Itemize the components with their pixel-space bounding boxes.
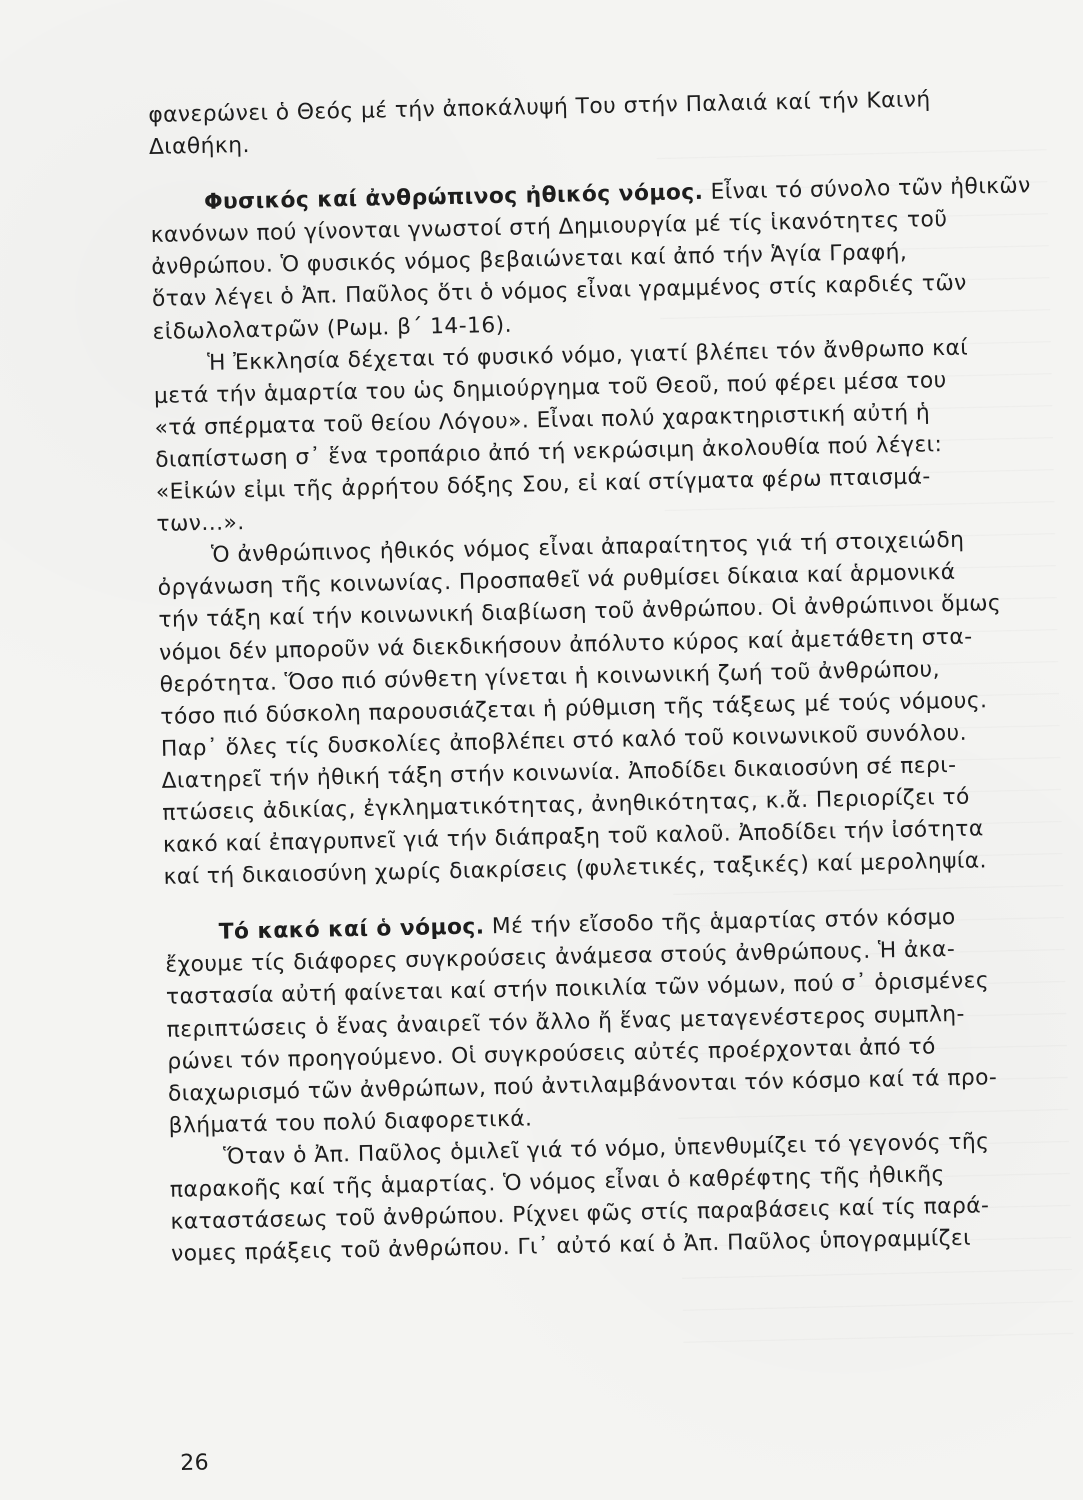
text-line: Ἡ Ἐκκλησία δέχεται τό φυσικό νόμο, γιατί βλέπει τόν ἄνθρωπο καί bbox=[207, 335, 969, 376]
heading-continuation: Μέ τήν εἴσοδο τῆς ἁμαρτίας στόν κόσμο bbox=[484, 905, 956, 940]
section-heading: Φυσικός καί ἀνθρώπινος ἠθικός νόμος. bbox=[203, 180, 704, 216]
text-line: «Εἰκών εἰμι τῆς ἀρρήτου δόξης Σου, εἰ καί στίγματα φέρω πταισμά- bbox=[155, 464, 931, 505]
page-number: 26 bbox=[179, 1450, 210, 1476]
text-line: τήν τάξη καί τήν κοινωνική διαβίωση τοῦ ἀνθρώπου. Οἱ ἀνθρώπινοι ὅμως bbox=[158, 591, 1002, 634]
text-line: θερότητα. Ὅσο πιό σύνθετη γίνεται ἡ κοινωνική ζωή τοῦ ἀνθρώπου, bbox=[159, 656, 941, 698]
text-line: Ὅταν ὁ Ἀπ. Παῦλος ὁμιλεῖ γιά τό νόμο, ὑπενθυμίζει τό γεγονός τῆς bbox=[222, 1129, 990, 1170]
text-line: τόσο πιό δύσκολη παρουσιάζεται ἡ ρύθμιση τῆς τάξεως μέ τούς νόμους. bbox=[160, 687, 988, 730]
heading-continuation: Εἶναι τό σύνολο τῶν ἠθικῶν bbox=[703, 173, 1031, 206]
text-line: νόμοι δέν μποροῦν νά διεκδικήσουν ἀπόλυτο κύρος καί ἀμετάθετη στα- bbox=[158, 624, 973, 666]
text-line: μετά τήν ἁμαρτία του ὡς δημιούργημα τοῦ Θεοῦ, πού φέρει μέσα του bbox=[153, 367, 947, 409]
text-line: ὅταν λέγει ὁ Ἀπ. Παῦλος ὅτι ὁ νόμος εἶναι γραμμένος στίς καρδιές τῶν bbox=[151, 271, 968, 313]
text-line: «τά σπέρματα τοῦ θείου Λόγου». Εἶναι πολύ χαρακτηριστική αὐτή ἡ bbox=[154, 400, 931, 441]
text-line: Ὁ ἀνθρώπινος ἠθικός νόμος εἶναι ἀπαραίτητος γιά τή στοιχειώδη bbox=[210, 527, 965, 569]
text-line: ἔχουμε τίς διάφορες συγκρούσεις ἀνάμεσα στούς ἀνθρώπους. Ἡ ἀκα- bbox=[165, 937, 956, 979]
text-line: παρακοῆς καί τῆς ἁμαρτίας. Ὁ νόμος εἶναι ὁ καθρέφτης τῆς ἠθικῆς bbox=[169, 1162, 945, 1203]
text-line: Διαθήκη. bbox=[148, 133, 251, 161]
text-line: Διατηρεῖ τήν ἠθική τάξη στήν κοινωνία. Ἀποδίδει δικαιοσύνη σέ περι- bbox=[161, 752, 957, 794]
text-line: διαχωρισμό τῶν ἀνθρώπων, πού ἀντιλαμβάνονται τόν κόσμο καί τά προ- bbox=[167, 1064, 998, 1107]
text-line: ρώνει τόν προηγούμενο. Οἱ συγκρούσεις αὐτές προέρχονται ἀπό τό bbox=[167, 1034, 937, 1075]
text-line: ἀνθρώπου. Ὁ φυσικός νόμος βεβαιώνεται καί ἀπό τήν Ἁγία Γραφή, bbox=[151, 240, 908, 281]
text-line: εἰδωλολατρῶν (Ρωμ. β΄ 14-16). bbox=[152, 312, 513, 345]
text-line: περιπτώσεις ὁ ἕνας ἀναιρεῖ τόν ἄλλο ἤ ἕνας μεταγενέστερος συμπλη- bbox=[166, 1001, 966, 1043]
text-line: ταστασία αὐτή φαίνεται καί στήν ποικιλία τῶν νόμων, πού σ᾿ ὁρισμένες bbox=[165, 968, 990, 1011]
text-line: καταστάσεως τοῦ ἀνθρώπου. Ρίχνει φῶς στίς παραβάσεις καί τίς παρά- bbox=[170, 1193, 990, 1235]
text-line: ὀργάνωση τῆς κοινωνίας. Προσπαθεῖ νά ρυθμίσει δίκαια καί ἁρμονικά bbox=[157, 560, 956, 602]
text-line: βλήματά του πολύ διαφορετικά. bbox=[168, 1106, 533, 1139]
text-line: πτώσεις ἀδικίας, ἐγκληματικότητας, ἀνηθικότητας, κ.ἄ. Περιορίζει τό bbox=[162, 784, 971, 826]
body-text bbox=[148, 83, 1033, 1271]
text-line: καί τή δικαιοσύνη χωρίς διακρίσεις (φυλετικές, ταξικές) καί μεροληψία. bbox=[163, 848, 988, 890]
text-line: κανόνων πού γίνονται γνωστοί στή Δημιουργία μέ τίς ἱκανότητες τοῦ bbox=[150, 207, 948, 249]
text-line: των...». bbox=[156, 510, 245, 538]
text-line: κακό καί ἐπαγρυπνεῖ γιά τήν διάπραξη τοῦ καλοῦ. Ἀποδίδει τήν ἰσότητα bbox=[162, 816, 984, 858]
text-line: Παρ᾿ ὅλες τίς δυσκολίες ἀποβλέπει στό καλό τοῦ κοινωνικοῦ συνόλου. bbox=[160, 720, 968, 762]
section-heading: Τό κακό καί ὁ νόμος. bbox=[218, 914, 485, 945]
text-line: φανερώνει ὁ Θεός μέ τήν ἀποκάλυψή Του στήν Παλαιά καί τήν Καινή bbox=[148, 87, 931, 128]
text-line: νομες πράξεις τοῦ ἀνθρώπου. Γι᾿ αὐτό καί ὁ Ἀπ. Παῦλος ὑπογραμμίζει bbox=[170, 1225, 972, 1267]
text-line: διαπίστωση σ᾿ ἕνα τροπάριο ἀπό τή νεκρώσιμη ἀκολουθία πού λέγει: bbox=[154, 432, 943, 473]
